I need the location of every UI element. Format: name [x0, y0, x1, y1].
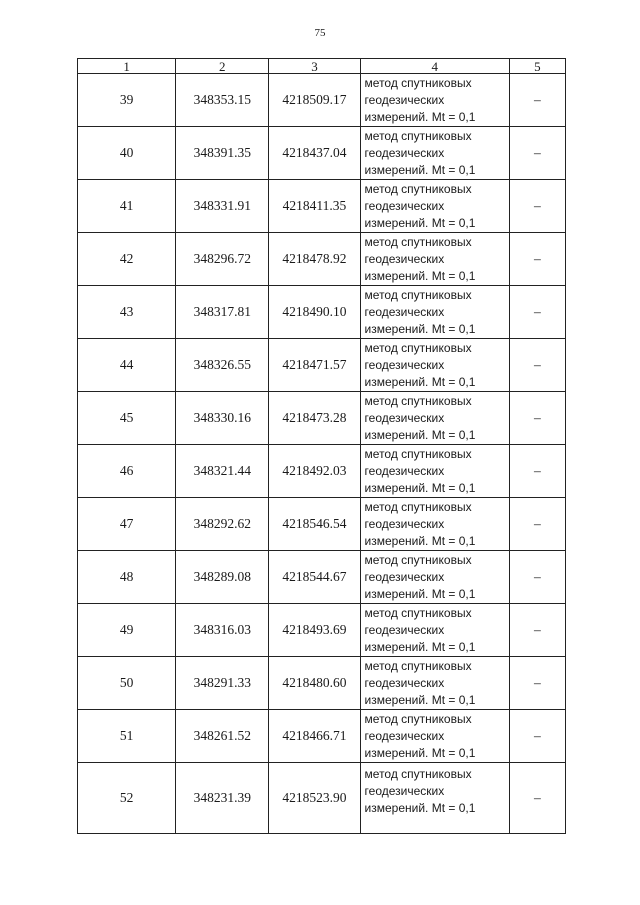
method-line: измерений. Mt = 0,1: [364, 374, 476, 389]
table-row: [78, 127, 566, 180]
method-line: геодезических: [364, 357, 445, 372]
method-line: измерений. Mt = 0,1: [364, 268, 476, 283]
method-line: метод спутниковых: [364, 393, 472, 408]
point-number-cell: 44: [78, 339, 176, 392]
page-number: 75: [314, 27, 326, 39]
table-header-row: [78, 59, 566, 74]
method-cell: [360, 604, 509, 657]
method-cell: [360, 551, 509, 604]
method-line: измерений. Mt = 0,1: [364, 162, 476, 177]
coordinates-table: [77, 58, 566, 834]
method-line: геодезических: [364, 145, 445, 160]
method-line: геодезических: [364, 198, 445, 213]
note-cell: –: [509, 233, 565, 286]
method-cell: [360, 233, 509, 286]
point-number-cell: 45: [78, 392, 176, 445]
point-number-cell: 52: [78, 763, 176, 834]
x-coordinate-cell: 348231.39: [176, 763, 269, 834]
method-cell: [360, 657, 509, 710]
method-line: измерений. Mt = 0,1: [364, 639, 476, 654]
x-coordinate-cell: 348296.72: [176, 233, 269, 286]
table-row: [78, 498, 566, 551]
method-cell: [360, 127, 509, 180]
note-cell: –: [509, 445, 565, 498]
method-line: метод спутниковых: [364, 446, 472, 461]
y-coordinate-cell: 4218473.28: [269, 392, 360, 445]
method-line: геодезических: [364, 784, 445, 798]
column-header-3: 3: [269, 59, 360, 74]
method-line: метод спутниковых: [364, 75, 472, 90]
column-header-4: 4: [360, 59, 509, 74]
method-cell: [360, 392, 509, 445]
y-coordinate-cell: 4218546.54: [269, 498, 360, 551]
method-line: метод спутниковых: [364, 499, 472, 514]
y-coordinate-cell: 4218490.10: [269, 286, 360, 339]
table-body: [78, 74, 566, 834]
y-coordinate-cell: 4218411.35: [269, 180, 360, 233]
method-line: геодезических: [364, 569, 445, 584]
method-line: измерений. Mt = 0,1: [364, 480, 476, 495]
method-line: геодезических: [364, 622, 445, 637]
table-row: [78, 604, 566, 657]
x-coordinate-cell: 348292.62: [176, 498, 269, 551]
method-cell: [360, 74, 509, 127]
note-cell: –: [509, 657, 565, 710]
point-number-cell: 49: [78, 604, 176, 657]
x-coordinate-cell: 348317.81: [176, 286, 269, 339]
method-line: геодезических: [364, 516, 445, 531]
method-line: измерений. Mt = 0,1: [364, 109, 476, 124]
x-coordinate-cell: 348330.16: [176, 392, 269, 445]
point-number-cell: 51: [78, 710, 176, 763]
method-line: метод спутниковых: [364, 711, 472, 726]
x-coordinate-cell: 348261.52: [176, 710, 269, 763]
note-cell: –: [509, 180, 565, 233]
y-coordinate-cell: 4218466.71: [269, 710, 360, 763]
note-cell: –: [509, 286, 565, 339]
table-row: [78, 74, 566, 127]
method-cell: [360, 763, 509, 834]
column-header-1: 1: [78, 59, 176, 74]
x-coordinate-cell: 348353.15: [176, 74, 269, 127]
y-coordinate-cell: 4218544.67: [269, 551, 360, 604]
note-cell: –: [509, 339, 565, 392]
x-coordinate-cell: 348391.35: [176, 127, 269, 180]
method-line: метод спутниковых: [364, 552, 472, 567]
table-row: [78, 392, 566, 445]
method-line: геодезических: [364, 92, 445, 107]
table-row: [78, 763, 566, 834]
column-header-2: 2: [176, 59, 269, 74]
y-coordinate-cell: 4218471.57: [269, 339, 360, 392]
method-line: метод спутниковых: [364, 181, 472, 196]
x-coordinate-cell: 348316.03: [176, 604, 269, 657]
method-line: измерений. Mt = 0,1: [364, 427, 476, 442]
method-line: метод спутниковых: [364, 128, 472, 143]
method-line: метод спутниковых: [364, 658, 472, 673]
method-cell: [360, 710, 509, 763]
method-line: измерений. Mt = 0,1: [364, 692, 476, 707]
y-coordinate-cell: 4218492.03: [269, 445, 360, 498]
method-cell: [360, 180, 509, 233]
table-row: [78, 551, 566, 604]
note-cell: –: [509, 710, 565, 763]
note-cell: –: [509, 763, 565, 834]
method-line: измерений. Mt = 0,1: [364, 215, 476, 230]
point-number-cell: 40: [78, 127, 176, 180]
point-number-cell: 39: [78, 74, 176, 127]
method-cell: [360, 339, 509, 392]
point-number-cell: 50: [78, 657, 176, 710]
y-coordinate-cell: 4218493.69: [269, 604, 360, 657]
y-coordinate-cell: 4218480.60: [269, 657, 360, 710]
method-line: измерений. Mt = 0,1: [364, 801, 476, 815]
note-cell: –: [509, 604, 565, 657]
method-line: измерений. Mt = 0,1: [364, 586, 476, 601]
method-cell: [360, 445, 509, 498]
table-row: [78, 657, 566, 710]
method-line: геодезических: [364, 675, 445, 690]
table-row: [78, 445, 566, 498]
method-line: измерений. Mt = 0,1: [364, 745, 476, 760]
table-row: [78, 710, 566, 763]
point-number-cell: 42: [78, 233, 176, 286]
method-line: геодезических: [364, 728, 445, 743]
method-line: метод спутниковых: [364, 605, 472, 620]
method-line: метод спутниковых: [364, 767, 472, 781]
y-coordinate-cell: 4218437.04: [269, 127, 360, 180]
method-line: измерений. Mt = 0,1: [364, 533, 476, 548]
x-coordinate-cell: 348291.33: [176, 657, 269, 710]
table-row: [78, 180, 566, 233]
point-number-cell: 47: [78, 498, 176, 551]
table-row: [78, 286, 566, 339]
method-cell: [360, 498, 509, 551]
method-line: метод спутниковых: [364, 340, 472, 355]
x-coordinate-cell: 348289.08: [176, 551, 269, 604]
point-number-cell: 48: [78, 551, 176, 604]
method-line: метод спутниковых: [364, 287, 472, 302]
point-number-cell: 46: [78, 445, 176, 498]
method-line: метод спутниковых: [364, 234, 472, 249]
y-coordinate-cell: 4218478.92: [269, 233, 360, 286]
point-number-cell: 41: [78, 180, 176, 233]
x-coordinate-cell: 348326.55: [176, 339, 269, 392]
method-line: геодезических: [364, 410, 445, 425]
y-coordinate-cell: 4218523.90: [269, 763, 360, 834]
method-line: геодезических: [364, 463, 445, 478]
note-cell: –: [509, 551, 565, 604]
method-cell: [360, 286, 509, 339]
method-line: геодезических: [364, 251, 445, 266]
y-coordinate-cell: 4218509.17: [269, 74, 360, 127]
x-coordinate-cell: 348321.44: [176, 445, 269, 498]
note-cell: –: [509, 74, 565, 127]
table-row: [78, 339, 566, 392]
x-coordinate-cell: 348331.91: [176, 180, 269, 233]
column-header-5: 5: [509, 59, 565, 74]
note-cell: –: [509, 127, 565, 180]
method-line: измерений. Mt = 0,1: [364, 321, 476, 336]
note-cell: –: [509, 498, 565, 551]
table-row: [78, 233, 566, 286]
point-number-cell: 43: [78, 286, 176, 339]
method-line: геодезических: [364, 304, 445, 319]
note-cell: –: [509, 392, 565, 445]
